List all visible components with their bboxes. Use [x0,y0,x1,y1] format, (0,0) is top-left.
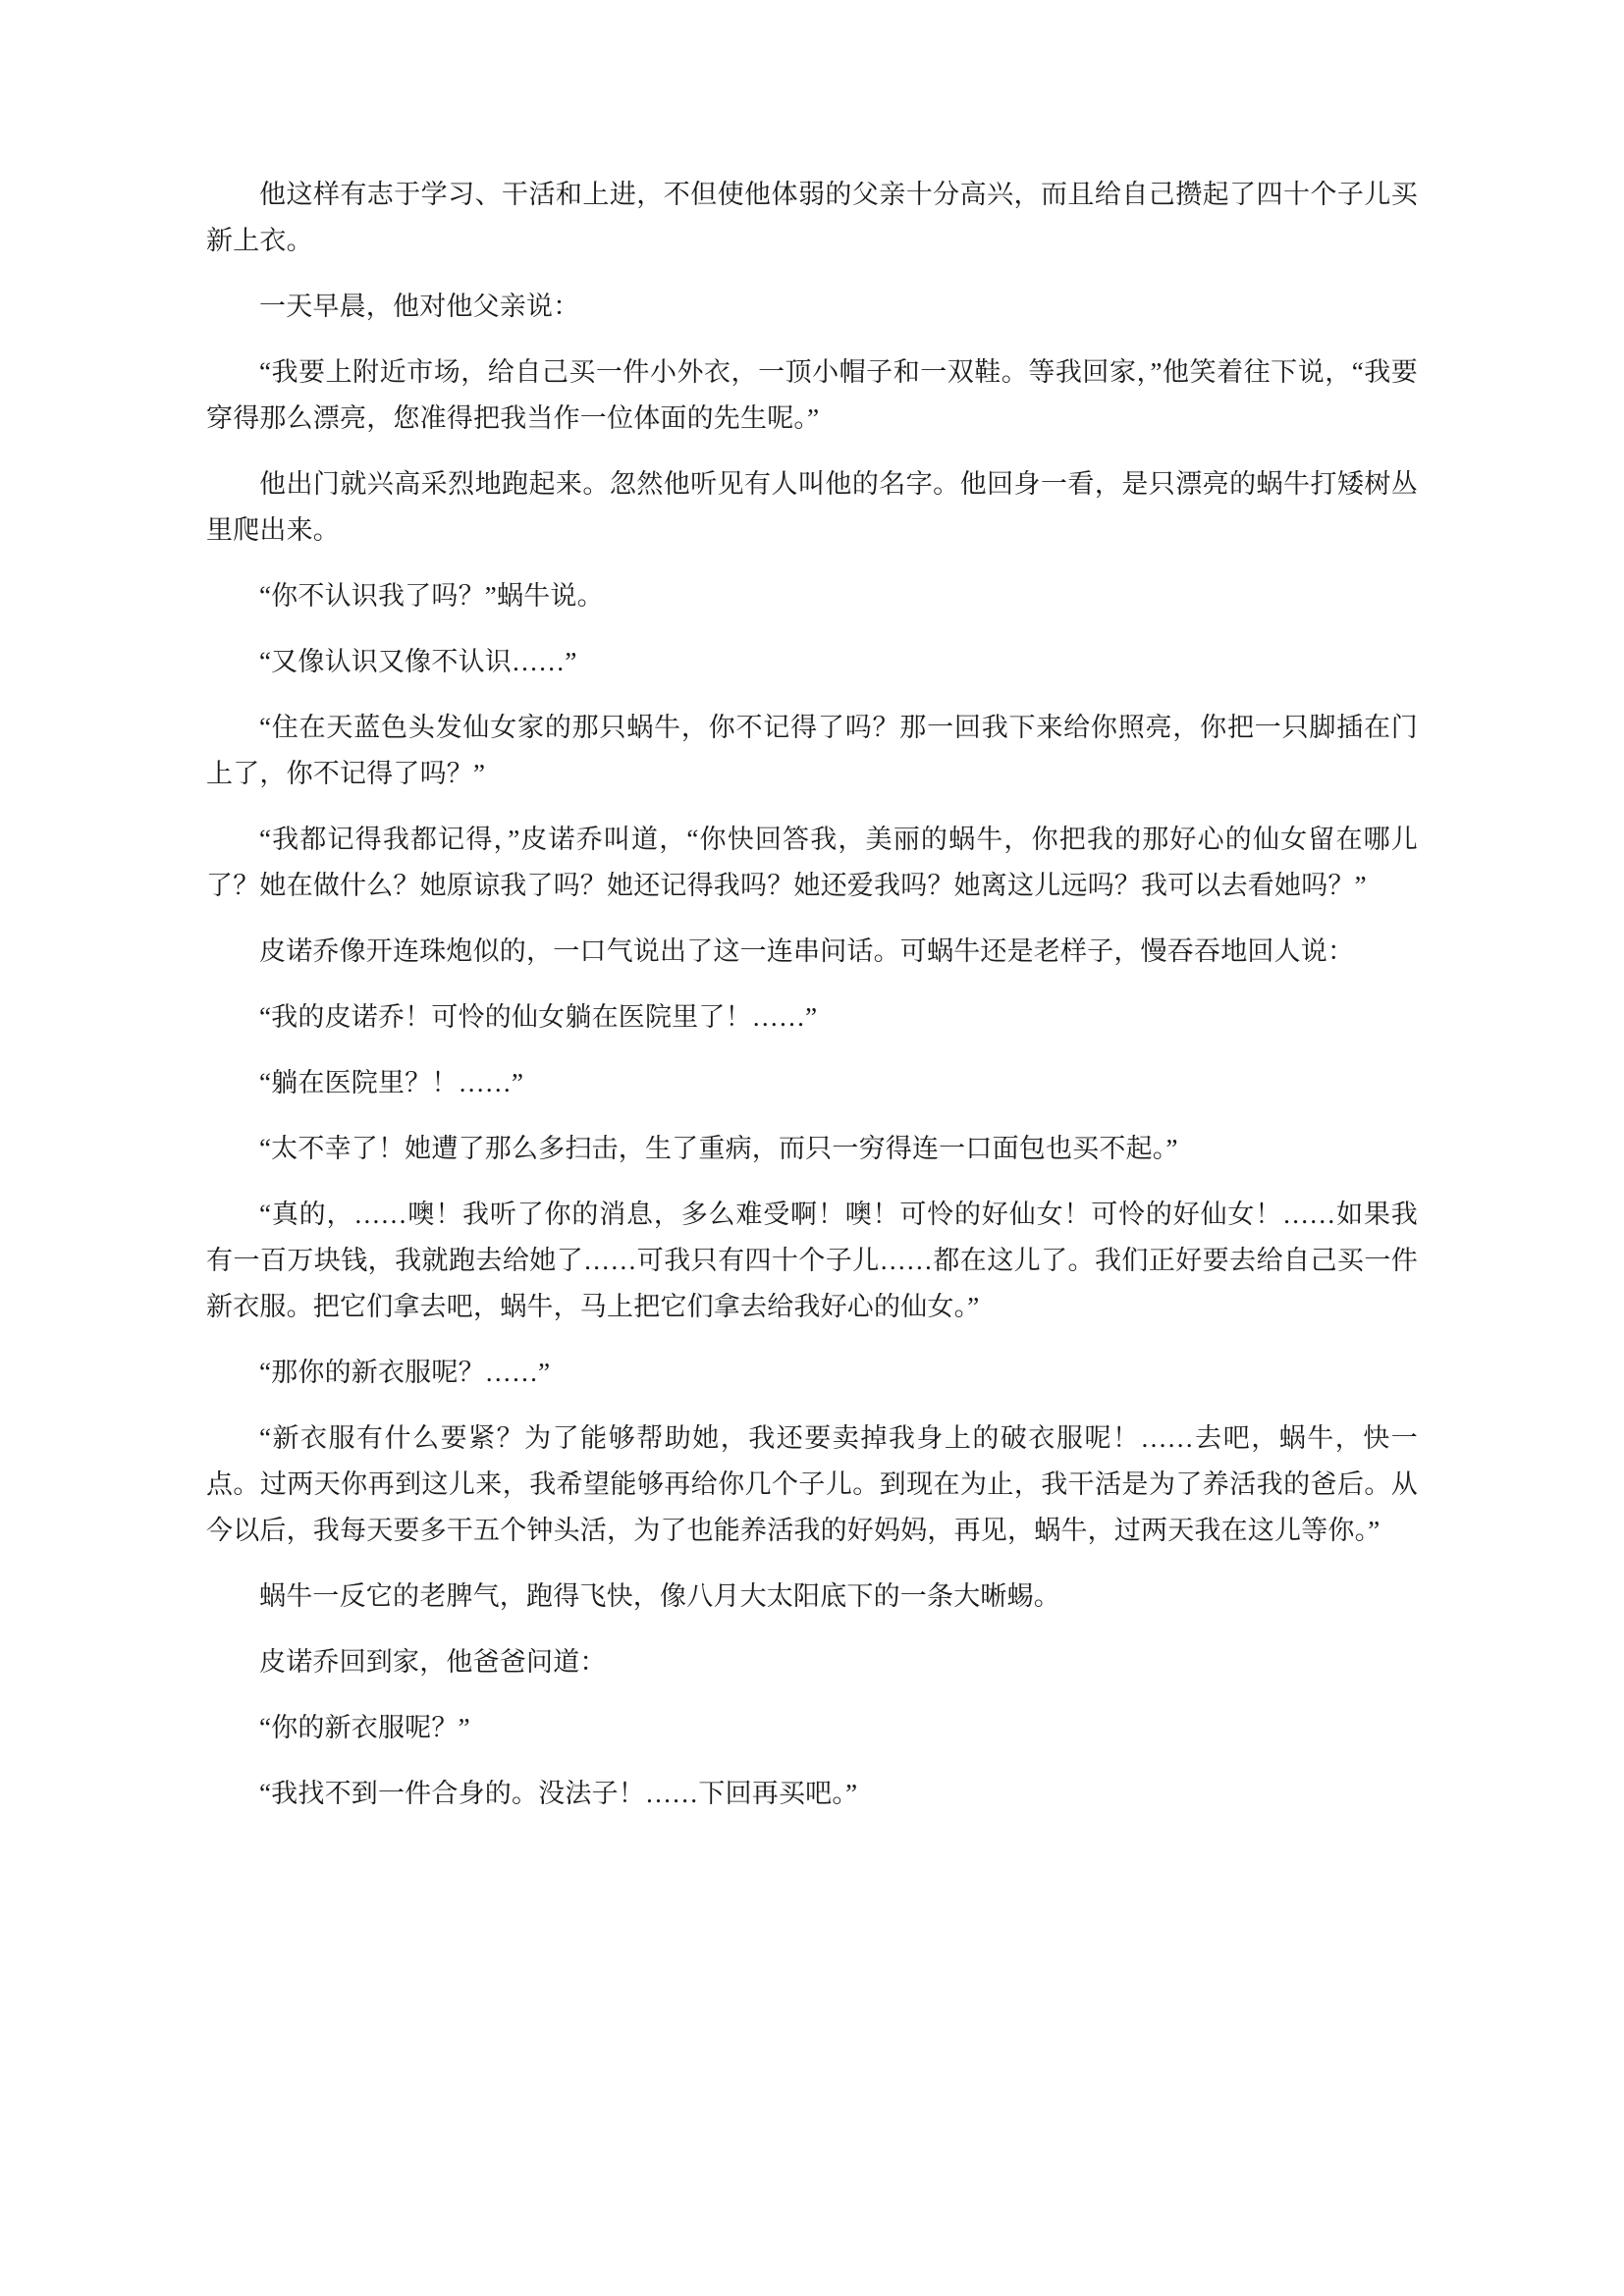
paragraph: “躺在医院里？！……” [259,1068,524,1097]
paragraph: 他出门就兴高采烈地跑起来。忽然他听见有人叫他的名字。他回身一看，是只漂亮的蜗牛打矮树丛里爬出来。 [206,469,1418,545]
paragraph: “你的新衣服呢？” [259,1713,470,1742]
paragraph: 皮诺乔像开连珠炮似的，一口气说出了这一连串问话。可蜗牛还是老样子，慢吞吞地回人说： [259,936,1355,966]
paragraph: “我都记得我都记得，”皮诺乔叫道，“你快回答我，美丽的蜗牛，你把我的那好心的仙女留在哪儿了？她在做什么？她原谅我了吗？她还记得我吗？她还爱我吗？她离这儿远吗？我可以去看她吗？” [206,825,1418,900]
paragraph: “我的皮诺乔！可怜的仙女躺在医院里了！……” [259,1002,818,1032]
page-body-text [206,172,1418,1817]
paragraph: 蜗牛一反它的老脾气，跑得飞快，像八月大太阳底下的一条大晰蜴。 [259,1581,1060,1611]
paragraph: 他这样有志于学习、干活和上进，不但使他体弱的父亲十分高兴，而且给自己攒起了四十个子儿买新上衣。 [206,180,1418,255]
paragraph: “新衣服有什么要紧？为了能够帮助她，我还要卖掉我身上的破衣服呢！……去吧，蜗牛，快一点。过两天你再到这儿来，我希望能够再给你几个子儿。到现在为止，我干活是为了养活我的爸后。从今以后，我每天要多干五个钟头活，为了也能养活我的好妈妈，再见，蜗牛，过两天我在这儿等你。” [206,1423,1418,1545]
paragraph: “又像认识又像不认识……” [259,647,577,676]
paragraph: 一天早晨，他对他父亲说： [259,292,580,321]
paragraph: “我找不到一件合身的。没法子！……下回再买吧。” [259,1779,858,1808]
paragraph: “我要上附近市场，给自己买一件小外衣，一顶小帽子和一双鞋。等我回家，”他笑着往下说，“我要穿得那么漂亮，您准得把我当作一位体面的先生呢。” [206,357,1418,433]
paragraph: “你不认识我了吗？”蜗牛说。 [259,581,604,611]
paragraph: “那你的新衣服呢？……” [259,1358,551,1387]
paragraph: “真的，……噢！我听了你的消息，多么难受啊！噢！可怜的好仙女！可怜的好仙女！……如果我有一百万块钱，我就跑去给她了……可我只有四十个子儿……都在这儿了。我们正好要去给自己买一件新衣服。把它们拿去吧，蜗牛，马上把它们拿去给我好心的仙女。” [206,1200,1418,1321]
paragraph: 皮诺乔回到家，他爸爸问道： [259,1647,607,1677]
paragraph: “太不幸了！她遭了那么多扫击，生了重病，而只一穷得连一口面包也买不起。” [259,1134,1178,1163]
paragraph: “住在天蓝色头发仙女家的那只蜗牛，你不记得了吗？那一回我下来给你照亮，你把一只脚插在门上了，你不记得了吗？” [206,713,1418,788]
